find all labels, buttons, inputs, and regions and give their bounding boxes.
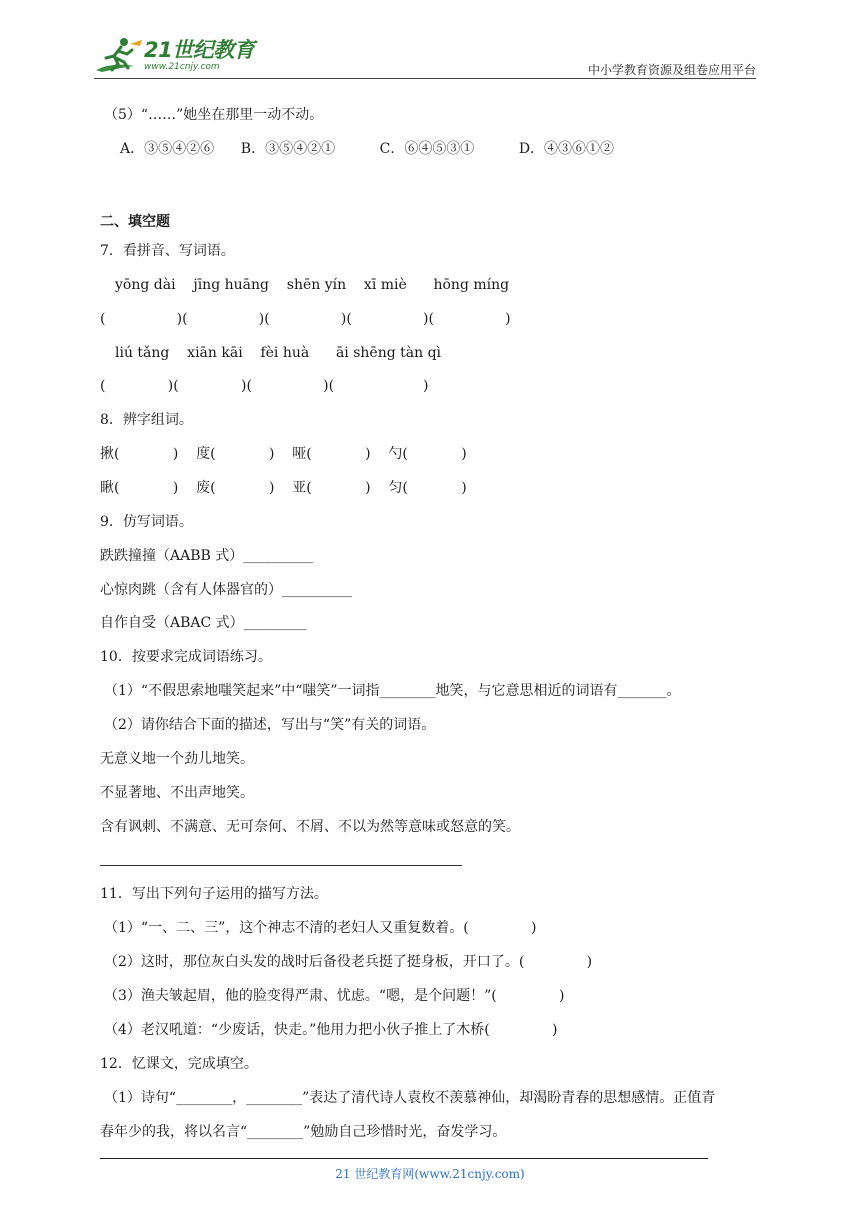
text-line: 不显著地、不出声地笑。 bbox=[100, 785, 254, 801]
page-header bbox=[94, 30, 756, 78]
text-line: 9．仿写词语。 bbox=[100, 514, 193, 530]
text-line: 揪( ) 度( ) 哑( ) 勺( ) bbox=[100, 446, 467, 462]
footer-text: 21 世纪教育网(www.21cnjy.com) bbox=[335, 1167, 525, 1181]
text-line: 8．辨字组词。 bbox=[100, 412, 193, 428]
platform-name: 中小学教育资源及组卷应用平台 bbox=[587, 63, 756, 77]
text-line: 心惊肉跳（含有人体器官的）__________ bbox=[100, 582, 352, 598]
text-line: （1）“一、二、三”，这个神志不清的老妇人又重复数着。( ) bbox=[104, 920, 537, 936]
site-logo bbox=[94, 34, 264, 76]
logo-url: www.21cnjy.com bbox=[144, 62, 220, 72]
header-divider bbox=[94, 78, 756, 79]
text-line: 7．看拼音、写词语。 bbox=[100, 243, 235, 259]
footer-divider bbox=[100, 1158, 708, 1159]
runner-logo-icon bbox=[94, 36, 146, 74]
logo-text: 21世纪教育 bbox=[144, 38, 255, 62]
text-line: 12．忆课文，完成填空。 bbox=[100, 1056, 258, 1072]
text-line: 无意义地一个劲儿地笑。 bbox=[100, 751, 254, 767]
text-line: （3）渔夫皱起眉，他的脸变得严肃、忧虑。“嗯，是个问题！”( ) bbox=[104, 988, 565, 1004]
text-line: 11．写出下列句子运用的描写方法。 bbox=[100, 886, 328, 902]
text-line: （2）请你结合下面的描述，写出与“笑”有关的词语。 bbox=[104, 717, 436, 733]
text-line: （1）“不假思索地嗤笑起来”中“嗤笑”一词指________地笑，与它意思相近的词语有_______。 bbox=[104, 683, 681, 699]
text-line: liú tǎng xiān kāi fèi huà āi shēng tàn qì bbox=[115, 345, 442, 361]
text-line: ( )( )( )( ) bbox=[100, 378, 429, 394]
text-line: ( )( )( )( )( ) bbox=[100, 311, 511, 327]
section-title: 二、填空题 bbox=[100, 214, 170, 230]
answer-blank-line bbox=[100, 865, 462, 866]
text-line: 10．按要求完成词语练习。 bbox=[100, 649, 272, 665]
text-line: （5）“……”她坐在那里一动不动。 bbox=[104, 107, 324, 123]
text-line: 跌跌撞撞（AABB 式）__________ bbox=[100, 548, 314, 564]
text-line: 自作自受（ABAC 式）_________ bbox=[100, 615, 307, 631]
text-line: （1）诗句“________，________”表达了清代诗人袁枚不羡慕神仙，却渴盼青春的思想感情。正值青 bbox=[104, 1090, 716, 1106]
text-line: 春年少的我，将以名言“________”勉励自己珍惜时光，奋发学习。 bbox=[100, 1124, 507, 1140]
text-line: 含有讽刺、不满意、无可奈何、不屑、不以为然等意味或怒意的笑。 bbox=[100, 819, 520, 835]
text-line: （2）这时，那位灰白头发的战时后备役老兵挺了挺身板，开口了。( ) bbox=[104, 954, 593, 970]
text-line: A．③⑤④②⑥ B．③⑤④②① C．⑥④⑤③① D．④③⑥①② bbox=[120, 141, 615, 157]
text-line: 瞅( ) 废( ) 亚( ) 匀( ) bbox=[100, 480, 467, 496]
text-line: yōng dài jīng huāng shēn yín xī miè hōng míng bbox=[115, 277, 510, 293]
text-line: （4）老汉吼道：“少废话，快走。”他用力把小伙子推上了木桥( ) bbox=[104, 1022, 558, 1038]
